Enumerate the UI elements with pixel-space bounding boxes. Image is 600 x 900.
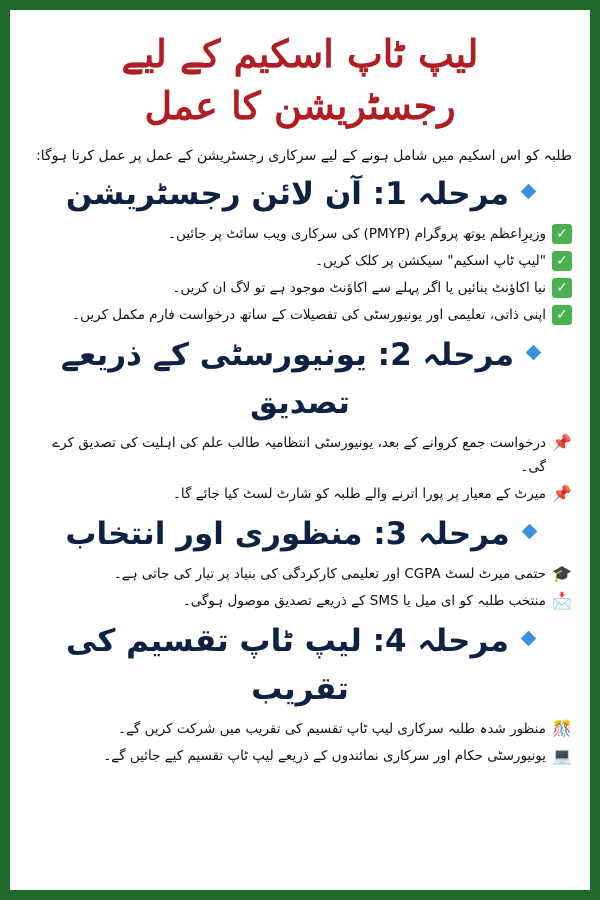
diamond-bullet-icon: [521, 184, 537, 200]
stage-items: [28, 222, 572, 327]
party-icon: 🎊: [552, 719, 572, 738]
list-item: [28, 303, 572, 327]
stage-heading-3: [28, 510, 572, 558]
list-item-text: میرٹ کے معیار پر پورا اترنے والے طلبہ کو شارٹ لسٹ کیا جائے گا۔: [172, 486, 546, 502]
list-item: [28, 717, 572, 741]
laptop-icon: 💻: [552, 746, 572, 765]
list-item: [28, 431, 572, 479]
stage-heading-4: [28, 617, 572, 713]
diamond-bullet-icon: [521, 524, 537, 540]
list-item-text: منظور شدہ طلبہ سرکاری لیپ ٹاپ تقسیم کی تقریب میں شرکت کریں گے۔: [118, 721, 546, 737]
list-item-text: وزیرِاعظم یوتھ پروگرام (PMYP) کی سرکاری ویب سائٹ پر جائیں۔: [168, 226, 546, 242]
list-item-text: حتمی میرٹ لسٹ CGPA اور تعلیمی کارکردگی کی بنیاد پر تیار کی جاتی ہے۔: [113, 566, 546, 582]
mail-icon: 📩: [552, 591, 572, 610]
stage-items: [28, 431, 572, 506]
pin-icon: 📌: [552, 433, 572, 452]
stage-heading-2: [28, 331, 572, 427]
stages-list: [28, 170, 572, 768]
stage-heading-text: مرحلہ 4: لیپ ٹاپ تقسیم کی تقریب: [66, 623, 509, 707]
diamond-bullet-icon: [526, 345, 542, 361]
stage-heading-text: مرحلہ 1: آن لائن رجسٹریشن: [65, 176, 510, 212]
list-item: [28, 744, 572, 768]
pin-icon: 📌: [552, 484, 572, 503]
list-item-text: یونیورسٹی حکام اور سرکاری نمائندوں کے ذریعے لیپ ٹاپ تقسیم کیے جائیں گے۔: [103, 748, 546, 764]
list-item: [28, 276, 572, 300]
check-icon: ✓: [552, 224, 572, 244]
list-item-text: اپنی ذاتی، تعلیمی اور یونیورسٹی کی تفصیلات کے ساتھ درخواست فارم مکمل کریں۔: [72, 307, 546, 323]
list-item: [28, 249, 572, 273]
check-icon: ✓: [552, 278, 572, 298]
stage-items: [28, 562, 572, 613]
document-page: [10, 10, 590, 890]
list-item-text: نیا اکاؤنٹ بنائیں یا اگر پہلے سے اکاؤنٹ موجود ہے تو لاگ ان کریں۔: [172, 280, 546, 296]
list-item: [28, 562, 572, 586]
list-item: [28, 222, 572, 246]
intro-text: طلبہ کو اس اسکیم میں شامل ہونے کے لیے سرکاری رجسٹریشن کے عمل پر عمل کرنا ہوگا:: [36, 148, 572, 164]
page-title: لیپ ٹاپ اسکیم کے لیے رجسٹریشن کا عمل: [121, 31, 479, 128]
graduation-cap-icon: 🎓: [552, 564, 572, 583]
list-item-text: درخواست جمع کروانے کے بعد، یونیورسٹی انتظامیہ طالب علم کی اہلیت کی تصدیق کرے گی۔: [52, 435, 546, 475]
diamond-bullet-icon: [521, 631, 537, 647]
list-item-text: منتخب طلبہ کو ای میل یا SMS کے ذریعے تصدیق موصول ہوگی۔: [182, 593, 546, 609]
check-icon: ✓: [552, 305, 572, 325]
list-item: [28, 589, 572, 613]
check-icon: ✓: [552, 251, 572, 271]
list-item-text: "لیپ ٹاپ اسکیم" سیکشن پر کلک کریں۔: [315, 253, 546, 269]
stage-items: [28, 717, 572, 768]
stage-heading-1: [28, 170, 572, 218]
stage-heading-text: مرحلہ 3: منظوری اور انتخاب: [65, 516, 510, 552]
list-item: [28, 482, 572, 506]
stage-heading-text: مرحلہ 2: یونیورسٹی کے ذریعے تصدیق: [60, 337, 515, 421]
